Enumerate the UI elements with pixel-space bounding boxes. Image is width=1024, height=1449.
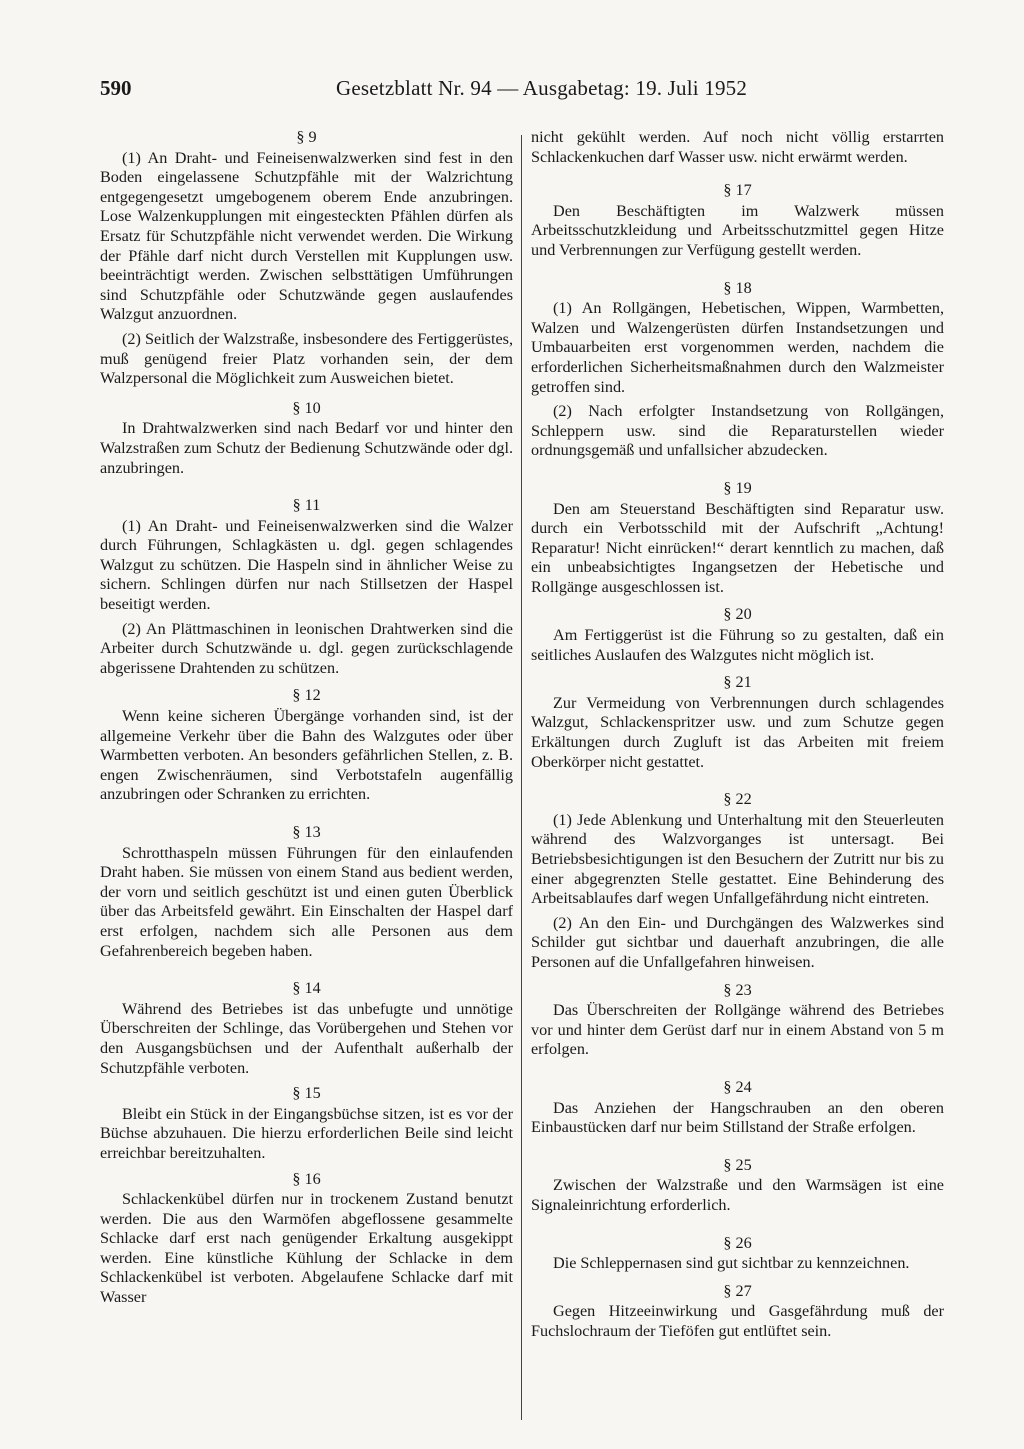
section-paragraph: Die Schleppernasen sind gut sichtbar zu kennzeichnen. <box>553 1254 910 1273</box>
section <box>531 128 944 167</box>
section-paragraph: Schlackenkübel dürfen nur in trockenem Zustand benutzt werden. Die aus den Warmöfen abgeflossene gesammelte Schlacke darf erst nach genügender Erkaltung ausgekippt werden. Eine künstliche Kühlung der Schlacke in dem Schlackenkübel ist verboten. Abgelaufene Schlacke darf mit Wasser <box>100 1190 513 1307</box>
section <box>100 496 513 678</box>
section-heading: § 18 <box>723 278 752 297</box>
section-paragraph: Während des Betriebes ist das unbefugte und unnötige Überschreiten der Schlinge, das Vorübergehen und Stehen vor den Ausgangsbüchsen und der Aufenthalt außerhalb der Schutzpfähle verboten. <box>100 999 513 1077</box>
page-number: 590 <box>100 76 132 100</box>
section-paragraph: (1) Jede Ablenkung und Unterhaltung mit den Steuerleuten während des Walzvorganges ist untersagt. Bei Betriebsbesichtigungen ist den Besuchern der Zutritt nur bis zu einer abgegrenzten Stelle gestattet. Eine Behinderung des Arbeitsablaufes darf wegen Unfallgefährdung nicht eintreten. <box>531 810 944 908</box>
section <box>100 1170 513 1308</box>
section-paragraph: nicht gekühlt werden. Auf noch nicht völlig erstarrten Schlackenkuchen darf Wasser usw. nicht erwärmt werden. <box>531 128 944 166</box>
left-column <box>100 128 513 1308</box>
section-paragraph: (2) Seitlich der Walzstraße, insbesondere des Fertiggerüstes, muß genügend freier Platz vorhanden sein, der dem Walzpersonal die Möglichkeit zum Ausweichen bietet. <box>100 329 513 388</box>
section-paragraph: (2) An den Ein- und Durchgängen des Walzwerkes sind Schilder gut sichtbar und dauerhaft anzubringen, die alle Personen auf die Unfallgefahren hinweisen. <box>531 913 944 971</box>
section <box>531 1156 944 1216</box>
section-paragraph: Zwischen der Walzstraße und den Warmsägen ist eine Signaleinrichtung erforderlich. <box>531 1176 944 1214</box>
section <box>100 399 513 478</box>
section <box>100 979 513 1078</box>
section-heading: § 16 <box>292 1169 321 1188</box>
section-paragraph: In Drahtwalzwerken sind nach Bedarf vor und hinter den Walzstraßen zum Schutz der Bedienung Schutzwände oder dgl. anzubringen. <box>100 419 513 477</box>
section <box>531 1282 944 1342</box>
section-heading: § 26 <box>723 1233 752 1252</box>
section-heading: § 20 <box>723 605 752 624</box>
section <box>100 686 513 805</box>
section-paragraph: (2) An Plättmaschinen in leonischen Drahtwerken sind die Arbeiter durch Schutzwände u. dgl. gegen zurückschlagende abgerissene Drahtenden zu schützen. <box>100 619 513 677</box>
section <box>531 279 944 461</box>
section-heading: § 9 <box>296 128 317 146</box>
section <box>531 479 944 598</box>
section <box>100 823 513 961</box>
section-heading: § 27 <box>723 1281 752 1300</box>
section <box>531 790 944 972</box>
section-heading: § 25 <box>723 1155 752 1174</box>
section <box>531 605 944 665</box>
section-paragraph: (1) An Rollgängen, Hebetischen, Wippen, Warmbetten, Walzen und Walzengerüsten dürfen Instandsetzungen und Umbauarbeiten erst vorgenommen werden, nachdem die erforderlichen Sicherheitsmaßnahmen durch den Walzmeister getroffen sind. <box>531 299 944 396</box>
section <box>531 1234 944 1274</box>
section-heading: § 11 <box>292 496 321 515</box>
running-title: Gesetzblatt Nr. 94 — Ausgabetag: 19. Juli 1952 <box>336 76 748 100</box>
section-paragraph: Zur Vermeidung von Verbrennungen durch schlagendes Walzgut, Schlackenspritzer usw. und zum Schutze gegen Erkältungen durch Zugluft ist das Arbeiten mit freiem Oberkörper nicht gestattet. <box>531 693 944 771</box>
section-paragraph: Bleibt ein Stück in der Eingangsbüchse sitzen, ist es vor der Büchse abzuhauen. Die hierzu erforderlichen Beile sind leicht erreichbar bereitzuhalten. <box>100 1104 513 1162</box>
section-paragraph: Wenn keine sicheren Übergänge vorhanden sind, ist der allgemeine Verkehr über die Bahn des Walzgutes oder über Warmbetten verboten. An besonders gefährlichen Stellen, z. B. engen Zwischenräumen, sind Verbotstafeln augenfällig anzubringen oder Schranken zu errichten. <box>100 707 513 804</box>
section <box>531 181 944 260</box>
section-paragraph: Am Fertiggerüst ist die Führung so zu gestalten, daß ein seitliches Auslaufen des Walzgutes nicht möglich ist. <box>531 626 944 664</box>
section-heading: § 19 <box>723 478 752 497</box>
section-heading: § 13 <box>292 823 321 841</box>
section <box>100 1084 513 1163</box>
section-paragraph: (1) An Draht- und Feineisenwalzwerken sind fest in den Boden eingelassene Schutzpfähle mit der Walzrichtung entgegengesetzt umgebogenem oberem Ende anzubringen. Lose Walzenkupplungen mit eingesteckten Pfählen dürfen als Ersatz für Schutzpfähle nicht verwendet werden. Die Wirkung der Pfähle darf nicht durch Verstellen mit Kupplungen usw. beeinträchtigt werden. Zwischen selbsttätigen Umführungen sind Schutzpfähle oder Schutzwände gegen auslaufendes Walzgut anzuordnen. <box>100 148 513 324</box>
section-heading: § 10 <box>292 398 321 417</box>
section-paragraph: Das Anziehen der Hangschrauben an den oberen Einbaustücken darf nur beim Stillstand der Straße erfolgen. <box>531 1098 944 1137</box>
section-heading: § 23 <box>723 980 752 999</box>
section <box>531 1078 944 1138</box>
right-column <box>531 128 944 1341</box>
section-heading: § 22 <box>723 790 752 809</box>
section-paragraph: Das Überschreiten der Rollgänge während des Betriebes vor und hinter dem Gerüst darf nur in einem Abstand von 5 m erfolgen. <box>531 1001 944 1059</box>
section-heading: § 21 <box>723 673 752 692</box>
section-heading: § 12 <box>292 686 321 705</box>
section-paragraph: Den am Steuerstand Beschäftigten sind Reparatur usw. durch ein Verbotsschild mit der Aufschrift „Achtung! Reparatur! Nicht einrücken!“ derart kenntlich zu machen, daß ein unbeabsichtigtes Ingangsetzen der Hebetische und Rollgänge ausgeschlossen ist. <box>531 499 944 596</box>
section <box>531 981 944 1060</box>
section-paragraph: (2) Nach erfolgter Instandsetzung von Rollgängen, Schleppern usw. sind die Reparaturstellen wieder ordnungsgemäß und unfallsicher abzudecken. <box>531 402 944 460</box>
section <box>100 128 513 389</box>
section-paragraph: Den Beschäftigten im Walzwerk müssen Arbeitsschutzkleidung und Arbeitsschutzmittel gegen Hitze und Verbrennungen zur Verfügung gestellt werden. <box>531 201 944 259</box>
section-heading: § 14 <box>292 979 321 998</box>
page-header <box>100 76 940 108</box>
column-divider <box>521 135 522 1420</box>
section-paragraph: Gegen Hitzeeinwirkung und Gasgefährdung muß der Fuchslochraum der Tieföfen gut entlüftet sein. <box>531 1302 944 1340</box>
section-heading: § 24 <box>723 1077 752 1096</box>
section-paragraph: (1) An Draht- und Feineisenwalzwerken sind die Walzer durch Führungen, Schlagkästen u. dgl. gegen schlagendes Walzgut zu schützen. Die Haspeln sind in ähnlicher Weise zu sichern. Schlingen dürfen nur nach Stillsetzen der Haspel beseitigt werden. <box>100 516 513 614</box>
section-heading: § 15 <box>292 1084 321 1103</box>
section <box>531 673 944 772</box>
section-heading: § 17 <box>723 181 752 200</box>
section-paragraph: Schrotthaspeln müssen Führungen für den einlaufenden Draht haben. Sie müssen von einem Stand aus bedient werden, der vorn und seitlich geschützt ist und einen guten Überblick über das Arbeitsfeld gewährt. Ein Einschalten der Haspel darf erst erfolgen, nachdem sich alle Personen aus dem Gefahrenbereich begeben haben. <box>100 843 513 960</box>
